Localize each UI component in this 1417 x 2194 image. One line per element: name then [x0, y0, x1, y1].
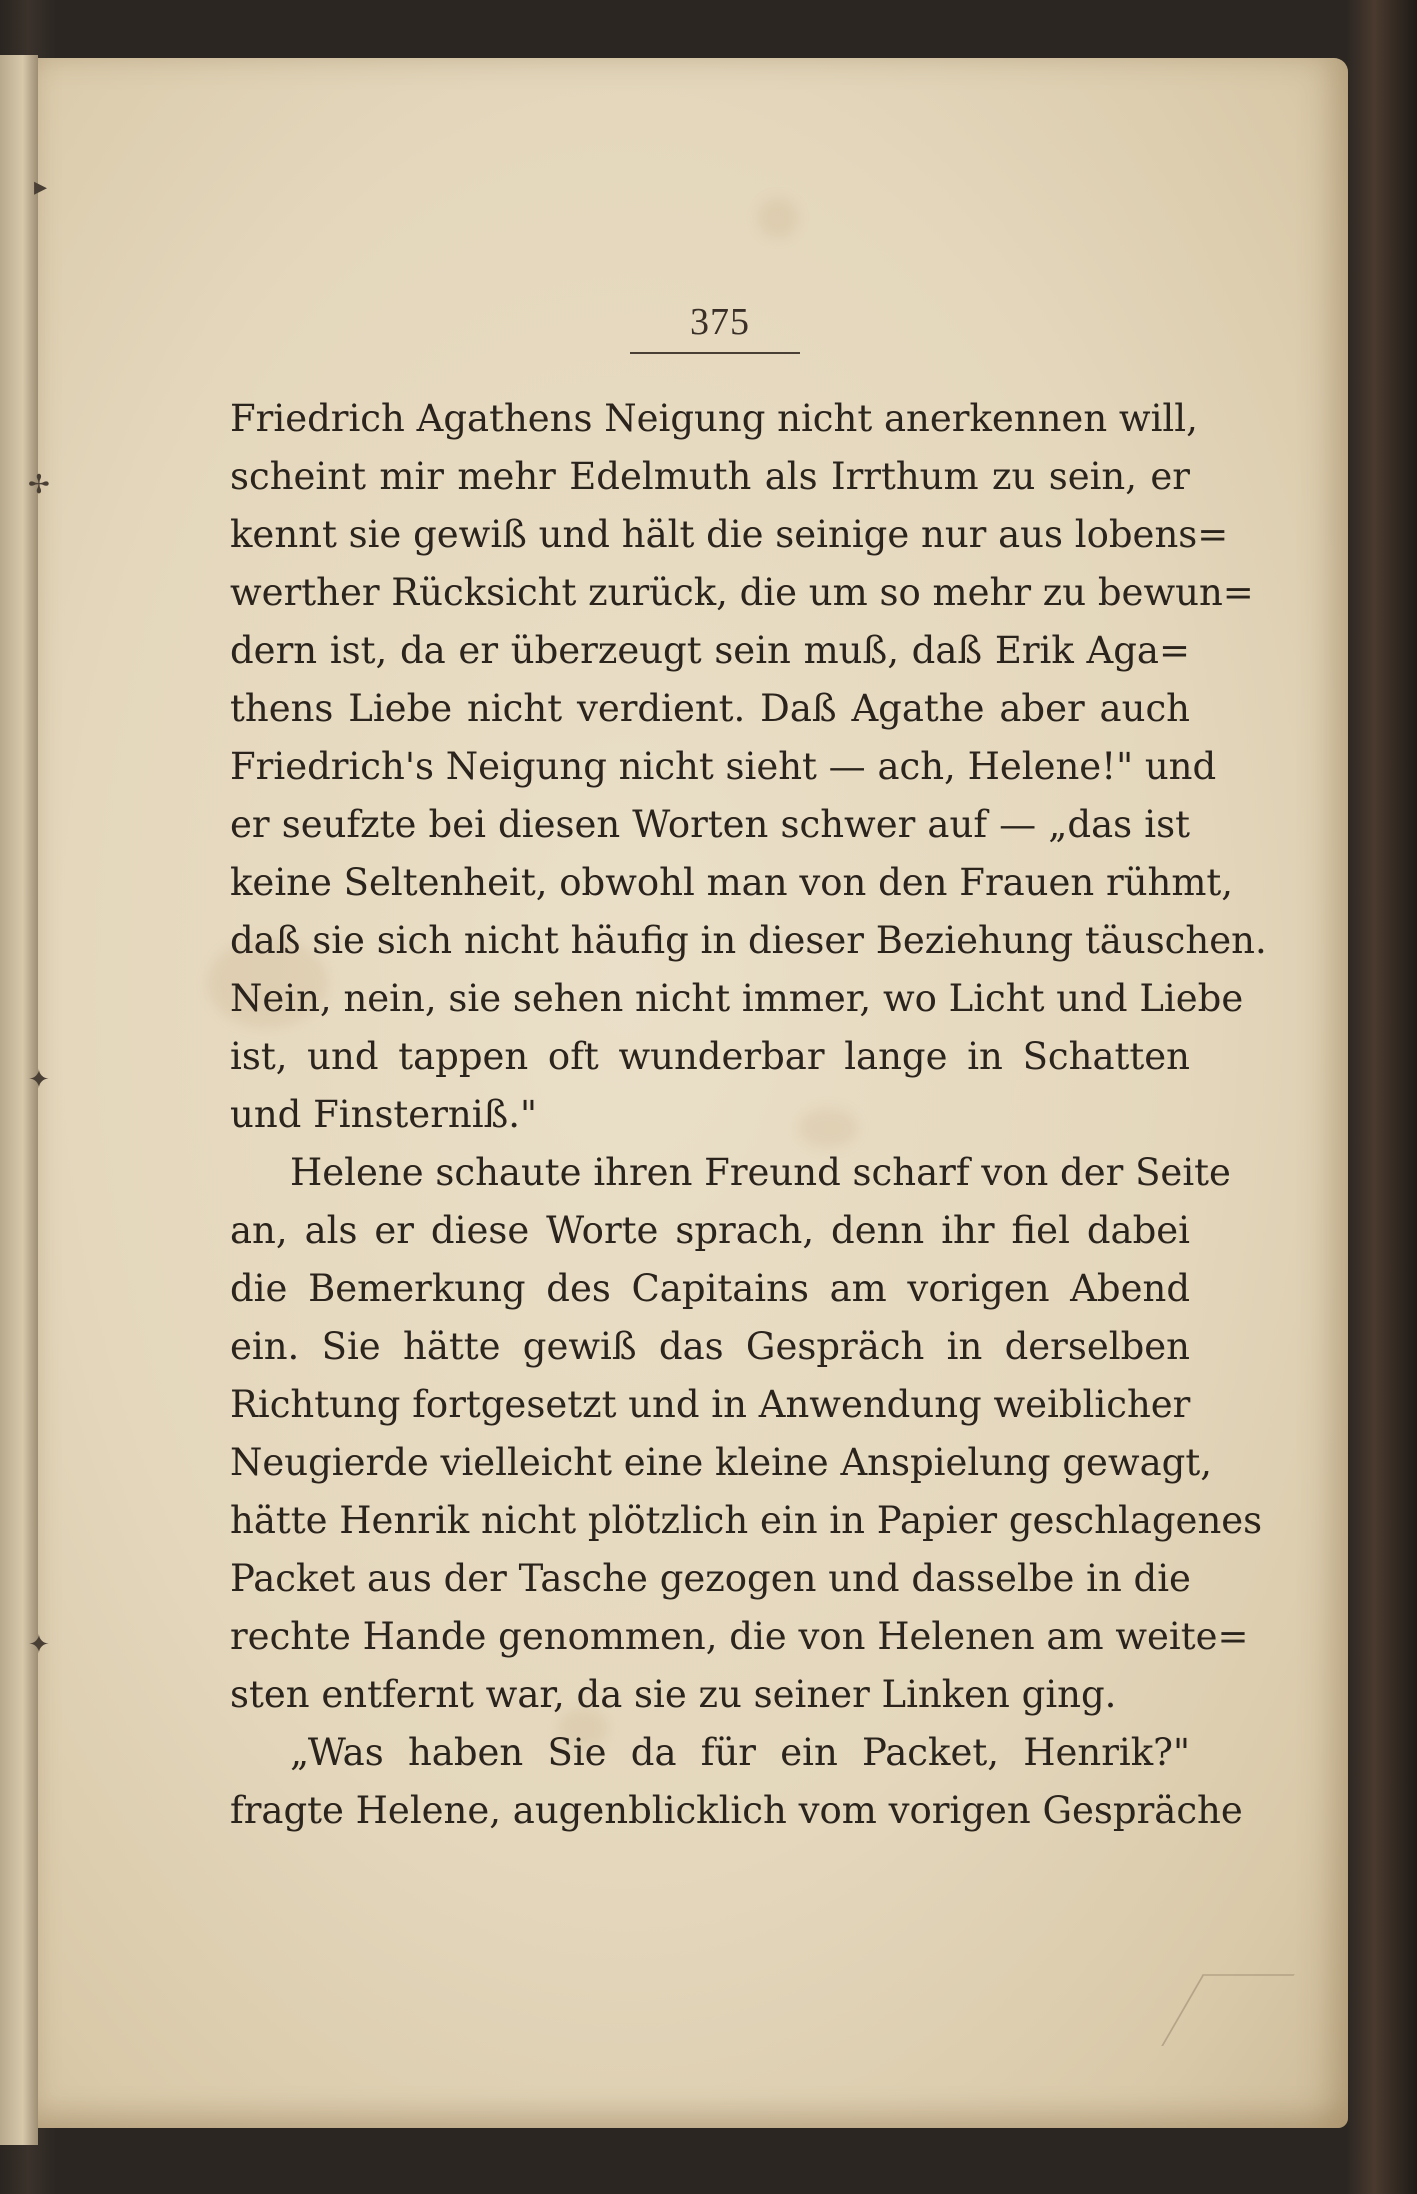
previous-page-edge	[0, 55, 38, 2145]
text-line: „Was haben Sie da für ein Packet, Henrik?"	[290, 1731, 1190, 1774]
margin-mark: ✢	[28, 470, 50, 500]
text-line: Packet aus der Tasche gezogen und dasselbe in die	[230, 1557, 1191, 1600]
text-line: thens Liebe nicht verdient. Daß Agathe aber auch	[230, 687, 1190, 730]
text-line: dern ist, da er überzeugt sein muß, daß Erik Aga=	[230, 629, 1190, 672]
text-line: er seufzte bei diesen Worten schwer auf — „das ist	[230, 803, 1190, 846]
text-line: rechte Hande genommen, die von Helenen am weite=	[230, 1615, 1249, 1658]
text-line: ein. Sie hätte gewiß das Gespräch in derselben	[230, 1325, 1190, 1368]
text-line: Neugierde vielleicht eine kleine Anspielung gewagt,	[230, 1441, 1212, 1484]
page-number: 375	[690, 301, 750, 343]
text-line: die Bemerkung des Capitains am vorigen Abend	[230, 1267, 1190, 1310]
margin-mark: ✦	[28, 1630, 50, 1660]
text-line: kennt sie gewiß und hält die seinige nur aus lobens=	[230, 513, 1229, 556]
text-line: werther Rücksicht zurück, die um so mehr zu bewun=	[230, 571, 1254, 614]
text-line: keine Seltenheit, obwohl man von den Frauen rühmt,	[230, 861, 1234, 904]
page-number-rule	[630, 352, 800, 354]
text-line: sten entfernt war, da sie zu seiner Linken ging.	[230, 1673, 1117, 1716]
text-line: scheint mir mehr Edelmuth als Irrthum zu sein, er	[230, 455, 1190, 498]
text-line: und Finsterniß."	[230, 1093, 538, 1136]
text-line: fragte Helene, augenblicklich vom vorigen Gespräche	[230, 1789, 1243, 1832]
text-line: hätte Henrik nicht plötzlich ein in Papier geschlagenes	[230, 1499, 1263, 1542]
page-stain	[758, 198, 798, 238]
text-line: Friedrich Agathens Neigung nicht anerkennen will,	[230, 397, 1198, 440]
text-line: Helene schaute ihren Freund scharf von der Seite	[290, 1151, 1231, 1194]
text-line: daß sie sich nicht häufig in dieser Beziehung täuschen.	[230, 919, 1267, 962]
text-line: Nein, nein, sie sehen nicht immer, wo Licht und Liebe	[230, 977, 1244, 1020]
margin-mark: ▸	[34, 172, 48, 202]
text-line: Friedrich's Neigung nicht sieht — ach, Helene!" und	[230, 745, 1217, 788]
text-line: Richtung fortgesetzt und in Anwendung weiblicher	[230, 1383, 1191, 1426]
margin-mark: ✦	[28, 1065, 50, 1095]
body-text	[230, 390, 1267, 1840]
text-line: an, als er diese Worte sprach, denn ihr fiel dabei	[230, 1209, 1190, 1252]
page-corner-crease	[1161, 1974, 1295, 2046]
text-line: ist, und tappen oft wunderbar lange in Schatten	[230, 1035, 1190, 1078]
